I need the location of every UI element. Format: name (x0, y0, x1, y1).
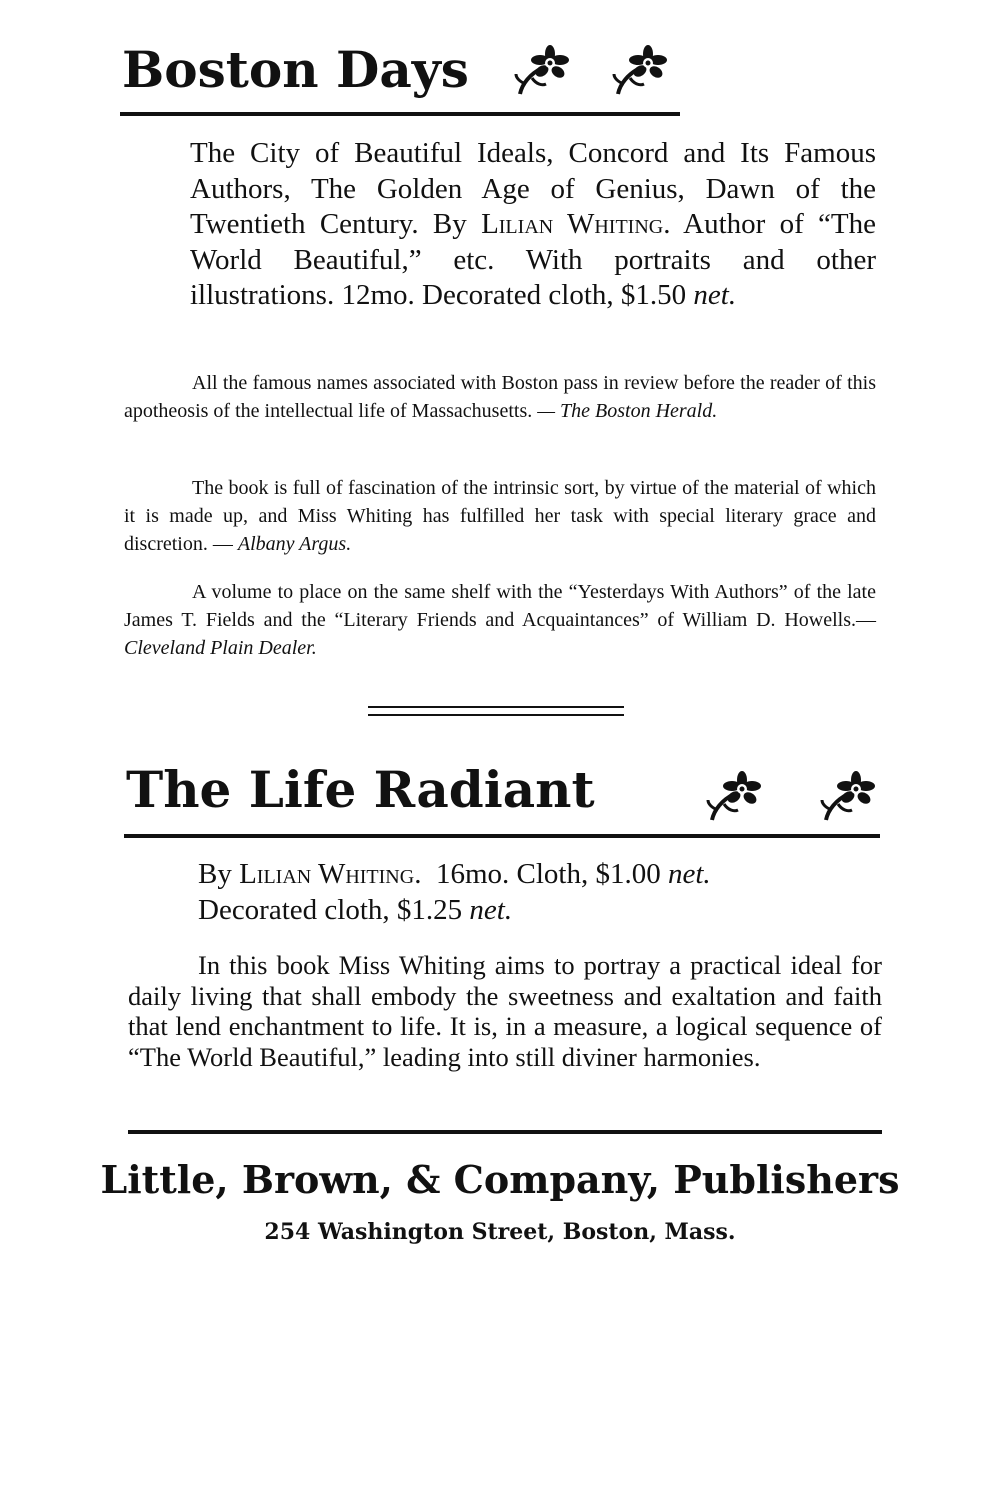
book1-review-2 (124, 474, 876, 558)
publisher-name: Little, Brown, & Company, Publishers (100, 1157, 900, 1202)
section-divider-top (368, 706, 624, 708)
book1-title-rule (120, 112, 680, 116)
book1-review-1 (124, 369, 876, 425)
book1-description (190, 136, 876, 314)
book2-net-label: net. (667, 858, 711, 890)
flower-ornament-icon (512, 44, 572, 98)
flower-ornament-icon (818, 770, 878, 824)
book2-author: Lilian Whiting. (239, 858, 422, 890)
book1-description-text-2: Author of “The World Beautiful,” etc. With portraits and other illustrations. 12mo. Decorated cloth, $1.50 (190, 208, 877, 311)
publisher-address: 254 Washington Street, Boston, Mass. (264, 1219, 736, 1245)
section-divider-bottom (368, 714, 624, 716)
book1-title: Boston Days (122, 40, 469, 99)
review-source: Cleveland Plain Dealer. (124, 637, 317, 659)
book2-title-rule (124, 834, 880, 838)
footer-rule (128, 1130, 882, 1134)
book2-body: In this book Miss Whiting aims to portray a practical ideal for daily living that shall embody the sweetness and exaltation and faith that lend enchantment to life. It is, in a measure, a logical sequence of “The World Beautiful,” leading into still diviner harmonies. (128, 950, 882, 1072)
book2-description (198, 857, 882, 928)
book1-net-label: net. (693, 279, 737, 311)
review-text: All the famous names associated with Boston pass in review before the reader of this apotheosis of the intellectual life of Massachusetts. (124, 372, 876, 422)
review-text: A volume to place on the same shelf with the “Yesterdays With Authors” of the late James T. Fields and the “Literary Friends and Acquaintances” of William D. Howells.— (124, 581, 876, 631)
book1-author: Lilian Whiting. (481, 208, 671, 240)
review-source: — The Boston Herald. (537, 400, 718, 422)
by-label: By (198, 858, 232, 890)
review-source: Albany Argus. (237, 533, 352, 555)
book2-price-text-2: Decorated cloth, $1.25 (198, 893, 463, 926)
flower-ornament-icon (704, 770, 764, 824)
book2-title: The Life Radiant (126, 760, 595, 819)
book2-net-label-2: net. (469, 893, 513, 926)
flower-ornament-icon (610, 44, 670, 98)
book1-description-text: The City of Beautiful Ideals, Concord and Its Famous Authors, The Golden Age of Genius, Dawn of the Twentieth Century. By (190, 137, 876, 240)
review-text: The book is full of fascination of the intrinsic sort, by virtue of the material of which it is made up, and Miss Whiting has fulfilled her task with special literary grace and discretion. — (124, 477, 876, 555)
book2-price-text: 16mo. Cloth, $1.00 (435, 858, 661, 890)
book1-review-3 (124, 578, 876, 662)
